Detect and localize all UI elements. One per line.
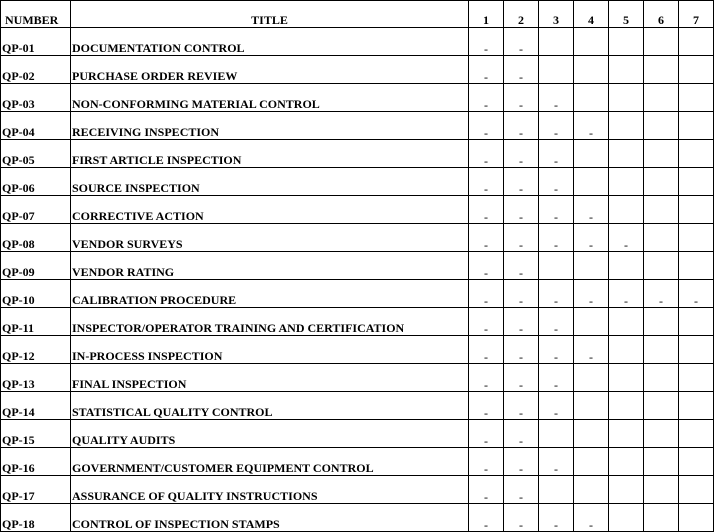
revision-mark-3: - xyxy=(539,336,574,364)
procedure-title: CONTROL OF INSPECTION STAMPS xyxy=(71,504,469,532)
procedure-title: ASSURANCE OF QUALITY INSTRUCTIONS xyxy=(71,476,469,504)
procedure-number: QP-10 xyxy=(1,280,71,308)
revision-mark-3: - xyxy=(539,84,574,112)
revision-mark-6 xyxy=(644,364,679,392)
revision-mark-2: - xyxy=(504,392,539,420)
revision-mark-5 xyxy=(609,308,644,336)
procedure-number: QP-18 xyxy=(1,504,71,532)
revision-mark-2: - xyxy=(504,168,539,196)
revision-mark-6: - xyxy=(644,280,679,308)
revision-mark-7 xyxy=(679,476,714,504)
procedure-number: QP-07 xyxy=(1,196,71,224)
revision-mark-2: - xyxy=(504,280,539,308)
revision-mark-5 xyxy=(609,476,644,504)
revision-mark-1: - xyxy=(469,140,504,168)
revision-mark-7 xyxy=(679,504,714,532)
revision-mark-1: - xyxy=(469,196,504,224)
revision-mark-1: - xyxy=(469,504,504,532)
revision-mark-2: - xyxy=(504,112,539,140)
revision-mark-4 xyxy=(574,308,609,336)
revision-mark-7 xyxy=(679,112,714,140)
revision-mark-6 xyxy=(644,56,679,84)
revision-mark-7 xyxy=(679,448,714,476)
revision-mark-2: - xyxy=(504,336,539,364)
revision-mark-4: - xyxy=(574,112,609,140)
revision-mark-6 xyxy=(644,504,679,532)
revision-mark-2: - xyxy=(504,224,539,252)
revision-mark-4 xyxy=(574,56,609,84)
revision-mark-3 xyxy=(539,252,574,280)
revision-mark-1: - xyxy=(469,280,504,308)
revision-mark-2: - xyxy=(504,140,539,168)
revision-mark-4 xyxy=(574,140,609,168)
revision-mark-1: - xyxy=(469,56,504,84)
revision-mark-5 xyxy=(609,140,644,168)
revision-mark-3: - xyxy=(539,448,574,476)
procedure-title: FIRST ARTICLE INSPECTION xyxy=(71,140,469,168)
table-row xyxy=(1,56,714,84)
revision-mark-5 xyxy=(609,84,644,112)
revision-mark-4: - xyxy=(574,224,609,252)
procedure-title: RECEIVING INSPECTION xyxy=(71,112,469,140)
procedure-number: QP-01 xyxy=(1,28,71,56)
table-row xyxy=(1,84,714,112)
column-header-rev-5: 5 xyxy=(609,1,644,28)
procedure-number: QP-02 xyxy=(1,56,71,84)
procedure-title: GOVERNMENT/CUSTOMER EQUIPMENT CONTROL xyxy=(71,448,469,476)
revision-mark-3: - xyxy=(539,112,574,140)
revision-mark-7 xyxy=(679,252,714,280)
revision-mark-5 xyxy=(609,364,644,392)
table-row xyxy=(1,168,714,196)
revision-mark-1: - xyxy=(469,28,504,56)
column-header-rev-1: 1 xyxy=(469,1,504,28)
table-row xyxy=(1,112,714,140)
table-row xyxy=(1,252,714,280)
revision-mark-5 xyxy=(609,112,644,140)
revision-mark-3 xyxy=(539,56,574,84)
revision-mark-7 xyxy=(679,336,714,364)
procedure-title: PURCHASE ORDER REVIEW xyxy=(71,56,469,84)
revision-mark-6 xyxy=(644,196,679,224)
revision-mark-5 xyxy=(609,336,644,364)
procedure-title: QUALITY AUDITS xyxy=(71,420,469,448)
revision-mark-1: - xyxy=(469,308,504,336)
revision-mark-6 xyxy=(644,28,679,56)
revision-mark-5 xyxy=(609,252,644,280)
procedure-title: IN-PROCESS INSPECTION xyxy=(71,336,469,364)
column-header-number: NUMBER xyxy=(1,1,71,28)
revision-mark-3: - xyxy=(539,280,574,308)
revision-mark-1: - xyxy=(469,224,504,252)
revision-mark-6 xyxy=(644,392,679,420)
revision-mark-4 xyxy=(574,28,609,56)
revision-mark-7 xyxy=(679,168,714,196)
revision-mark-3: - xyxy=(539,504,574,532)
revision-mark-1: - xyxy=(469,420,504,448)
procedure-title: CORRECTIVE ACTION xyxy=(71,196,469,224)
column-header-rev-2: 2 xyxy=(504,1,539,28)
revision-mark-4: - xyxy=(574,336,609,364)
revision-mark-1: - xyxy=(469,252,504,280)
table-row xyxy=(1,336,714,364)
revision-mark-1: - xyxy=(469,168,504,196)
revision-mark-6 xyxy=(644,84,679,112)
revision-mark-2: - xyxy=(504,84,539,112)
revision-mark-6 xyxy=(644,252,679,280)
procedure-title: SOURCE INSPECTION xyxy=(71,168,469,196)
column-header-title: TITLE xyxy=(71,1,469,28)
procedure-number: QP-08 xyxy=(1,224,71,252)
procedure-title: DOCUMENTATION CONTROL xyxy=(71,28,469,56)
revision-mark-5 xyxy=(609,420,644,448)
revision-mark-6 xyxy=(644,112,679,140)
revision-mark-4 xyxy=(574,420,609,448)
revision-mark-2: - xyxy=(504,364,539,392)
revision-mark-2: - xyxy=(504,308,539,336)
revision-mark-3: - xyxy=(539,308,574,336)
revision-mark-4 xyxy=(574,448,609,476)
revision-mark-5 xyxy=(609,56,644,84)
table-row xyxy=(1,28,714,56)
revision-mark-5 xyxy=(609,448,644,476)
revision-mark-4 xyxy=(574,84,609,112)
column-header-rev-3: 3 xyxy=(539,1,574,28)
revision-mark-1: - xyxy=(469,476,504,504)
revision-mark-5 xyxy=(609,28,644,56)
revision-mark-3: - xyxy=(539,392,574,420)
revision-mark-3 xyxy=(539,476,574,504)
revision-mark-1: - xyxy=(469,336,504,364)
revision-mark-6 xyxy=(644,336,679,364)
procedure-number: QP-11 xyxy=(1,308,71,336)
procedure-title: NON-CONFORMING MATERIAL CONTROL xyxy=(71,84,469,112)
revision-mark-5: - xyxy=(609,280,644,308)
procedure-number: QP-13 xyxy=(1,364,71,392)
revision-mark-4: - xyxy=(574,280,609,308)
revision-mark-3 xyxy=(539,420,574,448)
revision-mark-7 xyxy=(679,392,714,420)
revision-mark-4 xyxy=(574,168,609,196)
revision-mark-3: - xyxy=(539,364,574,392)
procedure-title: FINAL INSPECTION xyxy=(71,364,469,392)
revision-mark-7 xyxy=(679,56,714,84)
revision-mark-7 xyxy=(679,140,714,168)
revision-mark-5 xyxy=(609,392,644,420)
procedure-title: STATISTICAL QUALITY CONTROL xyxy=(71,392,469,420)
procedure-number: QP-03 xyxy=(1,84,71,112)
revision-mark-4: - xyxy=(574,504,609,532)
revision-mark-7 xyxy=(679,364,714,392)
revision-mark-1: - xyxy=(469,448,504,476)
procedure-title: VENDOR SURVEYS xyxy=(71,224,469,252)
table-row xyxy=(1,504,714,532)
procedure-number: QP-14 xyxy=(1,392,71,420)
table-row xyxy=(1,364,714,392)
revision-mark-2: - xyxy=(504,56,539,84)
table-row xyxy=(1,140,714,168)
column-header-rev-4: 4 xyxy=(574,1,609,28)
revision-mark-7 xyxy=(679,308,714,336)
revision-mark-6 xyxy=(644,308,679,336)
procedure-number: QP-06 xyxy=(1,168,71,196)
revision-mark-7 xyxy=(679,420,714,448)
revision-mark-5 xyxy=(609,504,644,532)
revision-mark-7 xyxy=(679,196,714,224)
procedure-title: CALIBRATION PROCEDURE xyxy=(71,280,469,308)
procedure-number: QP-04 xyxy=(1,112,71,140)
revision-mark-5 xyxy=(609,196,644,224)
revision-mark-2: - xyxy=(504,420,539,448)
header-row xyxy=(1,1,714,28)
procedure-number: QP-16 xyxy=(1,448,71,476)
revision-mark-4 xyxy=(574,252,609,280)
table-row xyxy=(1,476,714,504)
revision-mark-6 xyxy=(644,224,679,252)
revision-mark-4 xyxy=(574,476,609,504)
procedure-number: QP-05 xyxy=(1,140,71,168)
table-row xyxy=(1,280,714,308)
revision-mark-3: - xyxy=(539,224,574,252)
revision-mark-7 xyxy=(679,28,714,56)
revision-mark-1: - xyxy=(469,112,504,140)
revision-mark-2: - xyxy=(504,476,539,504)
revision-mark-1: - xyxy=(469,84,504,112)
revision-mark-6 xyxy=(644,448,679,476)
revision-mark-2: - xyxy=(504,448,539,476)
procedure-title: INSPECTOR/OPERATOR TRAINING AND CERTIFICATION xyxy=(71,308,469,336)
revision-mark-1: - xyxy=(469,392,504,420)
revision-mark-2: - xyxy=(504,196,539,224)
table-row xyxy=(1,448,714,476)
revision-mark-3: - xyxy=(539,140,574,168)
procedure-number: QP-09 xyxy=(1,252,71,280)
table-row xyxy=(1,224,714,252)
revision-mark-1: - xyxy=(469,364,504,392)
revision-mark-2: - xyxy=(504,504,539,532)
column-header-rev-6: 6 xyxy=(644,1,679,28)
revision-mark-2: - xyxy=(504,252,539,280)
table-body xyxy=(1,28,714,532)
revision-mark-4 xyxy=(574,364,609,392)
table-row xyxy=(1,308,714,336)
procedure-number: QP-17 xyxy=(1,476,71,504)
revision-mark-6 xyxy=(644,140,679,168)
procedure-number: QP-12 xyxy=(1,336,71,364)
procedure-title: VENDOR RATING xyxy=(71,252,469,280)
revision-mark-4 xyxy=(574,392,609,420)
revision-mark-3: - xyxy=(539,168,574,196)
revision-mark-3 xyxy=(539,28,574,56)
table-row xyxy=(1,392,714,420)
revision-mark-3: - xyxy=(539,196,574,224)
table-row xyxy=(1,420,714,448)
revision-mark-4: - xyxy=(574,196,609,224)
revision-mark-7: - xyxy=(679,280,714,308)
column-header-rev-7: 7 xyxy=(679,1,714,28)
revision-mark-6 xyxy=(644,476,679,504)
revision-mark-2: - xyxy=(504,28,539,56)
revision-mark-7 xyxy=(679,84,714,112)
revision-mark-6 xyxy=(644,420,679,448)
revision-mark-6 xyxy=(644,168,679,196)
revision-mark-5 xyxy=(609,168,644,196)
table-row xyxy=(1,196,714,224)
revision-mark-7 xyxy=(679,224,714,252)
procedure-number: QP-15 xyxy=(1,420,71,448)
revision-mark-5: - xyxy=(609,224,644,252)
